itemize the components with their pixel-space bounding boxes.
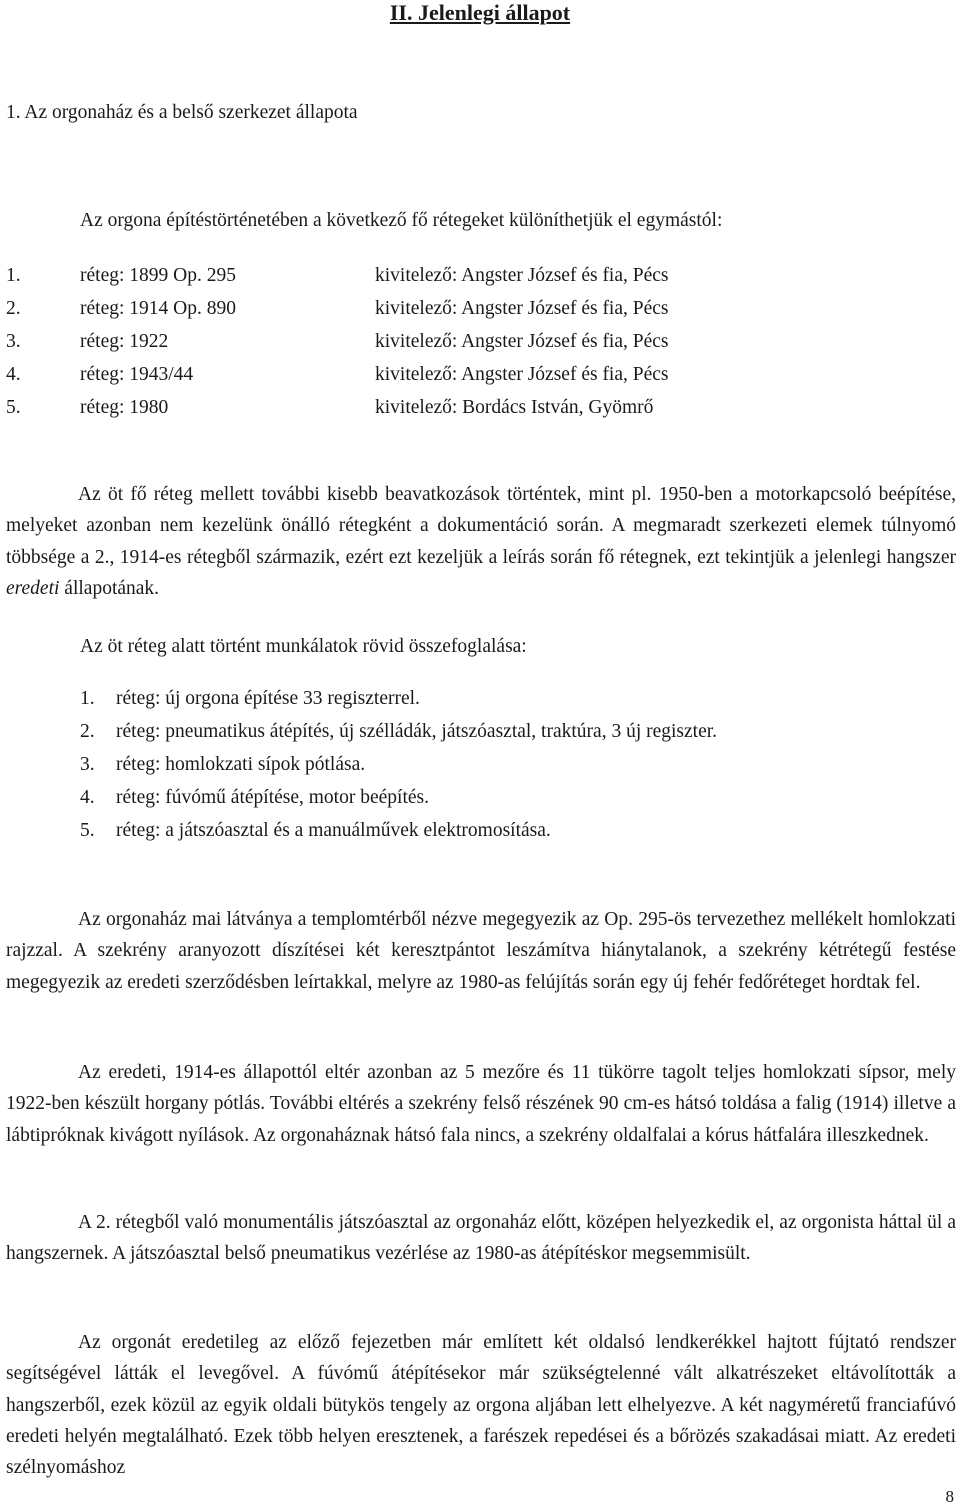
section-heading: 1. Az orgonaház és a belső szerkezet állapota: [6, 102, 358, 123]
work-number: 4.: [80, 787, 95, 808]
paragraph-text: Az orgonaház mai látványa a templomtérből nézve megegyezik az Op. 295-ös tervezethez mellékelt homlokzati rajzzal. A szekrény aranyozott díszítései két keresztpántot leszámítva hiánytalanok, a szekrény kétrétegű festése megegyezik az eredeti szerződésben leírtakkal, melyre az 1980-as felújítás során egy új fehér fedőréteget hordtak fel.: [6, 909, 956, 993]
paragraph-text-end: állapotának.: [59, 577, 160, 599]
layer-executor: kivitelező: Angster József és fia, Pécs: [375, 265, 669, 286]
work-item: [0, 820, 960, 848]
intro-line: Az orgona építéstörténetében a következő fő rétegeket különíthetjük el egymástól:: [80, 210, 723, 231]
paragraph-console: [6, 1207, 956, 1270]
layer-number: 4.: [6, 364, 21, 385]
paragraph-text: A 2. rétegből való monumentális játszóasztal az orgonaház előtt, középen helyezkedik el, az orgonista háttal ül a hangszernek. A játszóasztal belső pneumatikus vezérlése az 1980-as átépítéskor megsemmisült.: [6, 1212, 956, 1265]
summary-heading: Az öt réteg alatt történt munkálatok rövid összefoglalása:: [80, 636, 527, 657]
paragraph-interventions: [6, 479, 956, 604]
work-text: réteg: fúvómű átépítése, motor beépítés.: [116, 787, 429, 808]
work-item: [0, 721, 960, 749]
paragraph-text: Az eredeti, 1914-es állapottól eltér azonban az 5 mezőre és 11 tükörre tagolt teljes homlokzati sípsor, mely 1922-ben készült horgany pótlás. További eltérés a szekrény felső részének 90 cm-es hátsó toldása a falig (1914) illetve a lábtipróknak kivágott nyílások. Az orgonaháznak hátsó fala nincs, a szekrény oldalfalai a kórus hátfalára illeszkednek.: [6, 1062, 956, 1146]
layer-executor: kivitelező: Angster József és fia, Pécs: [375, 331, 669, 352]
work-text: réteg: a játszóasztal és a manuálművek elektromosítása.: [116, 820, 551, 841]
layer-row: [0, 298, 960, 326]
layer-row: [0, 397, 960, 425]
work-text: réteg: új orgona építése 33 regiszterrel.: [116, 688, 420, 709]
work-text: réteg: homlokzati sípok pótlása.: [116, 754, 366, 775]
layer-label: réteg: 1922: [80, 331, 169, 352]
paragraph-text: Az öt fő réteg mellett további kisebb beavatkozások történtek, mint pl. 1950-ben a motorkapcsoló beépítése, melyeket azonban nem kezelünk önálló rétegként a dokumentáció során. A megmaradt szerkezeti elemek túlnyomó többsége a 2., 1914-es rétegből származik, ezért ezt kezeljük a leírás során fő rétegnek, ezt tekintjük a jelenlegi hangszer: [6, 484, 956, 568]
work-item: [0, 787, 960, 815]
paragraph-facade: [6, 1057, 956, 1151]
page-number: 8: [945, 1487, 954, 1506]
layer-number: 5.: [6, 397, 21, 418]
layer-label: réteg: 1943/44: [80, 364, 194, 385]
layer-executor: kivitelező: Bordács István, Gyömrő: [375, 397, 654, 418]
work-number: 2.: [80, 721, 95, 742]
layer-number: 1.: [6, 265, 21, 286]
paragraph-text: Az orgonát eredetileg az előző fejezetben már említett két oldalsó lendkerékkel hajtott fújtató rendszer segítségével látták el levegővel. A fúvómű átépítésekor már szükségtelenné vált alkatrészeket eltávolították a hangszerből, ezek közül az egyik oldali bütykös tengely az orgona aljában lett elhelyezve. A két nagyméretű franciafúvó eredeti helyén megtalálható. Ezek több helyen eresztenek, a farészek repedései és a bőrözés szakadásai miatt. Az eredeti szélnyomáshoz: [6, 1332, 956, 1479]
layer-executor: kivitelező: Angster József és fia, Pécs: [375, 364, 669, 385]
layer-row: [0, 265, 960, 293]
layer-row: [0, 331, 960, 359]
layer-number: 3.: [6, 331, 21, 352]
italic-word: eredeti: [6, 577, 60, 599]
page-title: II. Jelenlegi állapot: [389, 0, 571, 25]
layer-label: réteg: 1914 Op. 890: [80, 298, 236, 319]
paragraph-organ-case: [6, 904, 956, 998]
layer-number: 2.: [6, 298, 21, 319]
work-number: 5.: [80, 820, 95, 841]
layer-executor: kivitelező: Angster József és fia, Pécs: [375, 298, 669, 319]
layer-row: [0, 364, 960, 392]
work-number: 3.: [80, 754, 95, 775]
work-item: [0, 688, 960, 716]
work-text: réteg: pneumatikus átépítés, új szélládák, játszóasztal, traktúra, 3 új regiszter.: [116, 721, 718, 742]
paragraph-bellows: [6, 1327, 956, 1483]
work-item: [0, 754, 960, 782]
work-number: 1.: [80, 688, 95, 709]
layer-label: réteg: 1899 Op. 295: [80, 265, 236, 286]
layer-label: réteg: 1980: [80, 397, 169, 418]
